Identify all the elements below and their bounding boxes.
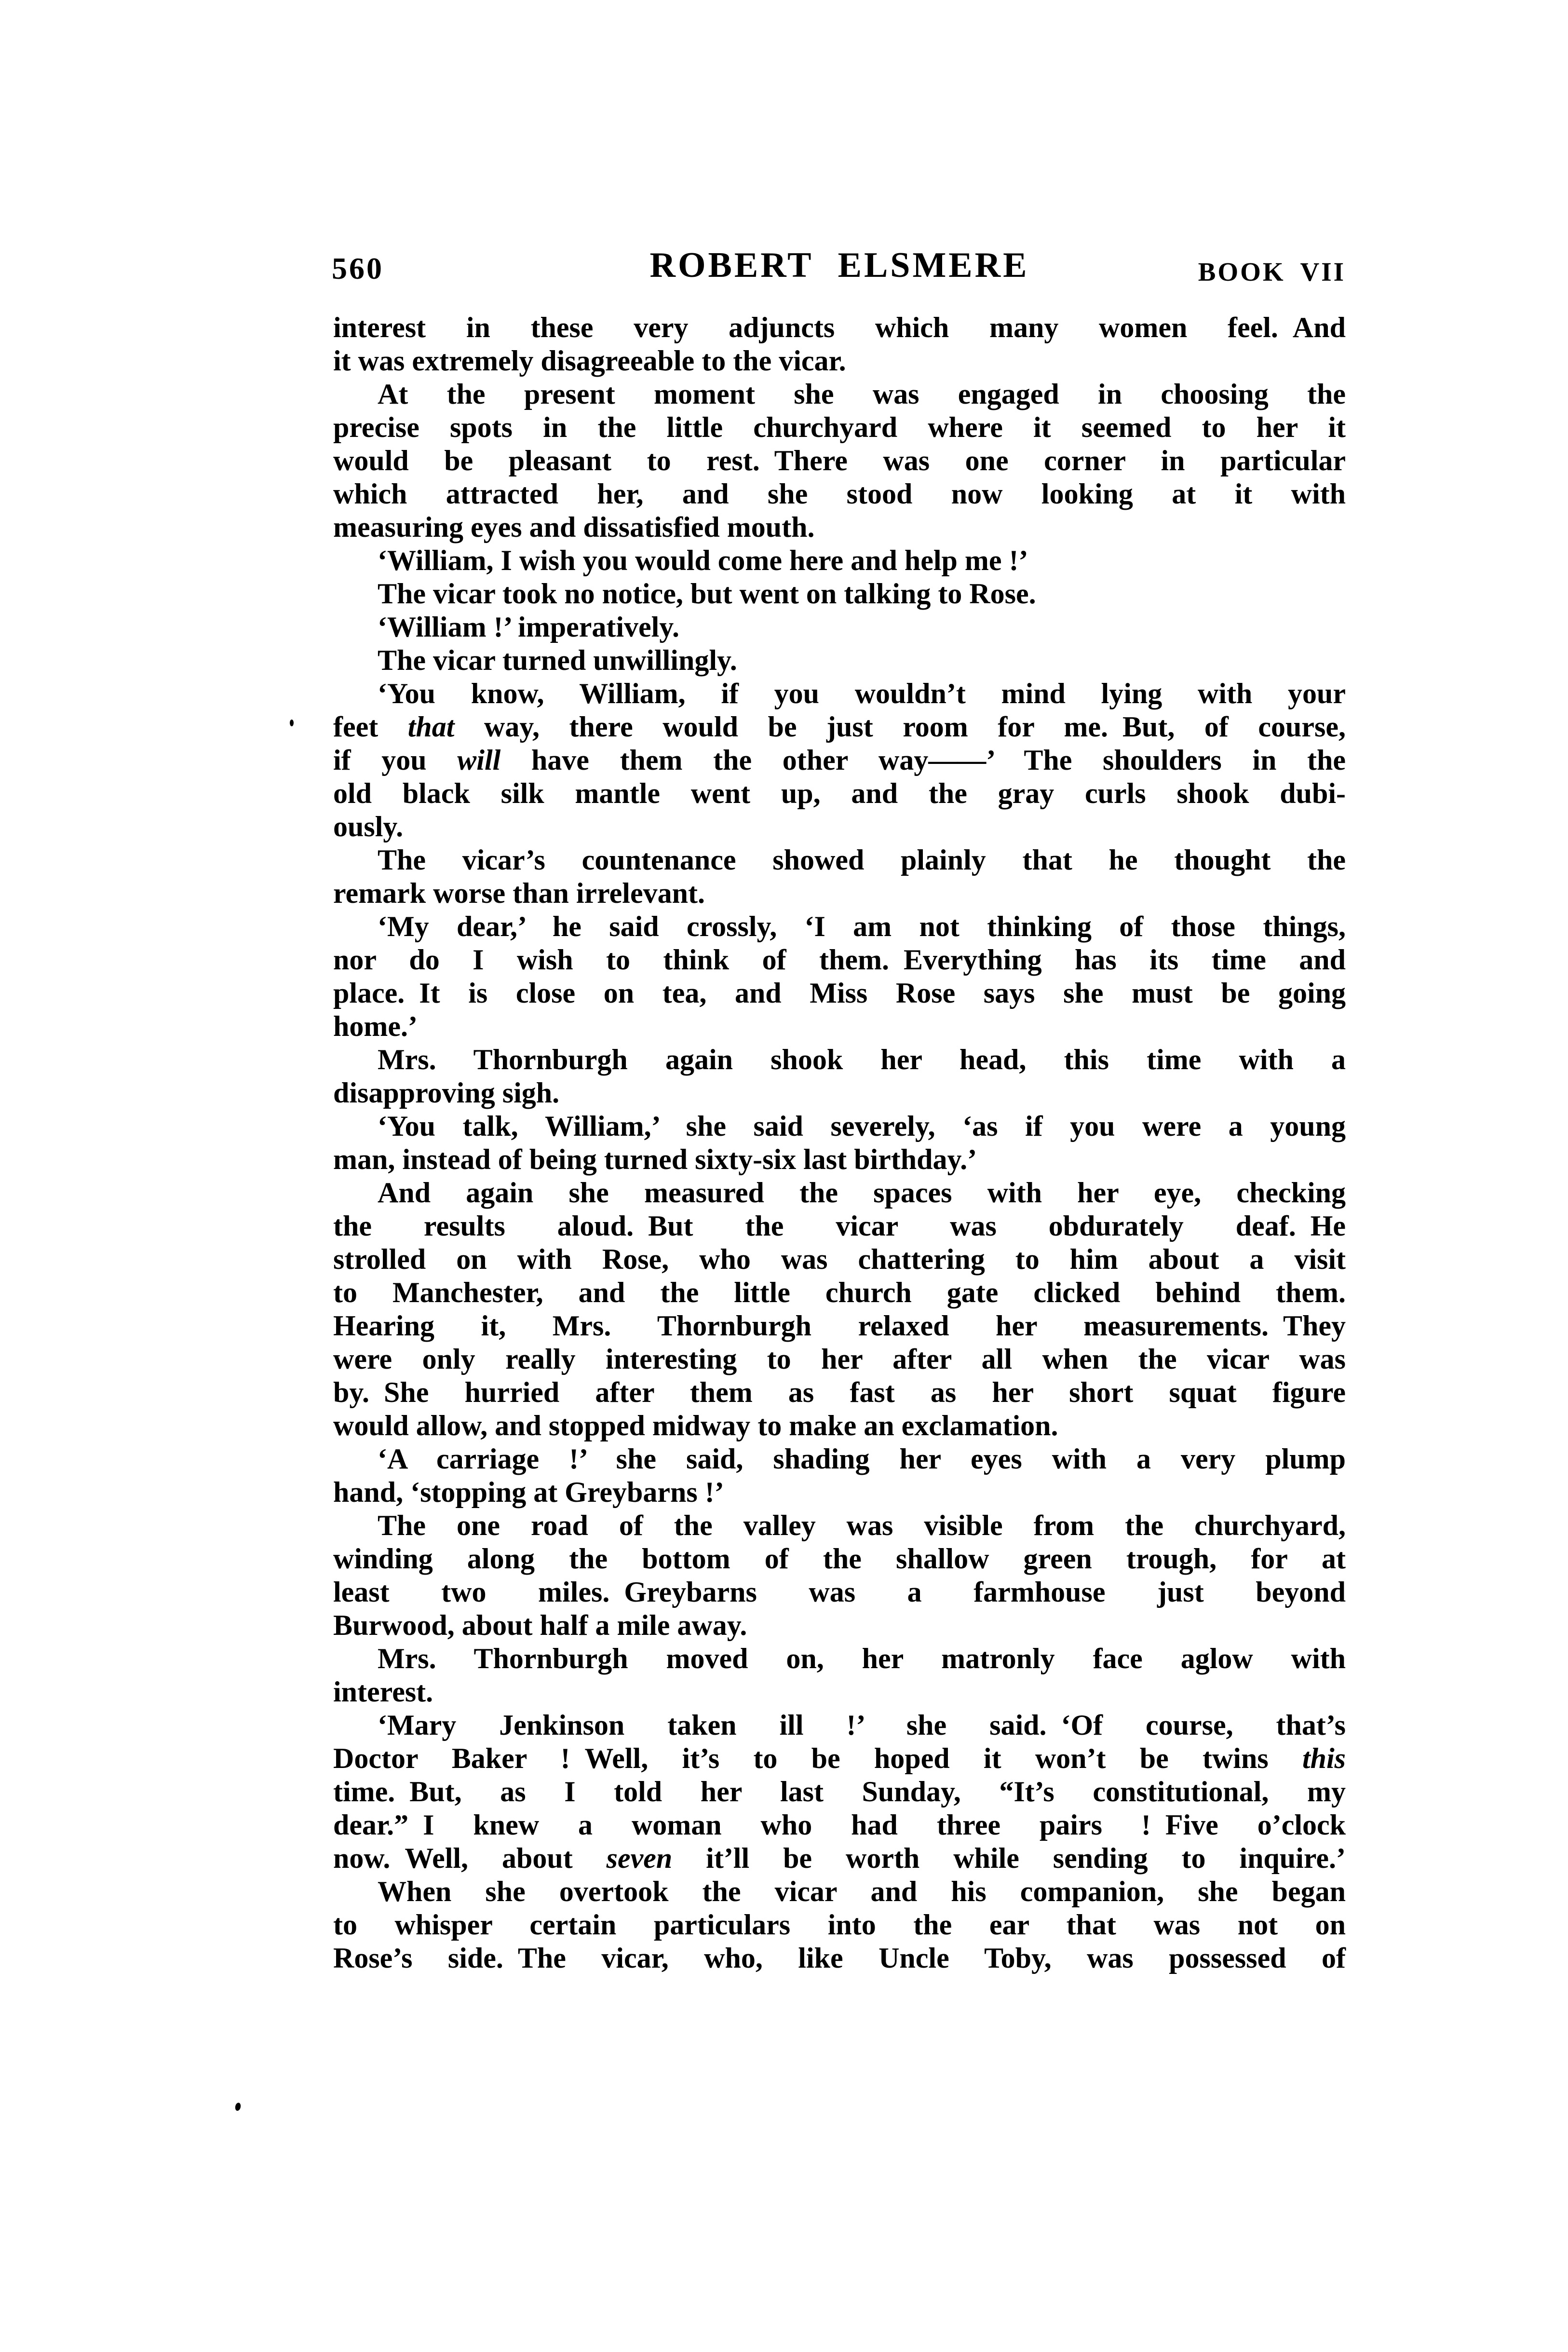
text-line: remark worse than irrelevant.: [333, 877, 705, 909]
text-line: hand, ‘stopping at Greybarns !’: [333, 1476, 724, 1508]
text-line: if you will have them the other way——’ The shoulders in the: [333, 744, 1346, 776]
text-line: time. But, as I told her last Sunday, “It’s constitutional, my: [333, 1776, 1346, 1808]
text-line: ‘You know, William, if you wouldn’t mind lying with your: [378, 678, 1346, 709]
text-line: The vicar turned unwillingly.: [378, 644, 737, 676]
text-line: Mrs. Thornburgh moved on, her matronly face aglow with: [378, 1643, 1346, 1674]
text-line: And again she measured the spaces with her eye, checking: [378, 1177, 1346, 1209]
text-line: ‘A carriage !’ she said, shading her eyes with a very plump: [378, 1443, 1346, 1475]
paragraph: [333, 1442, 1346, 1509]
paragraph: [333, 311, 1346, 378]
text-line: ‘My dear,’ he said crossly, ‘I am not thinking of those things,: [378, 911, 1346, 942]
text-line: The vicar took no notice, but went on talking to Rose.: [378, 578, 1036, 610]
text-line: ously.: [333, 811, 404, 843]
text-line: were only really interesting to her after all when the vicar was: [333, 1343, 1346, 1375]
book-label: BOOK VII: [1198, 257, 1346, 286]
text-line: Mrs. Thornburgh again shook her head, this time with a: [378, 1044, 1346, 1075]
text-line: strolled on with Rose, who was chattering to him about a visit: [333, 1243, 1346, 1275]
text-line: least two miles. Greybarns was a farmhouse just beyond: [333, 1576, 1346, 1608]
paragraph: [333, 1875, 1346, 1975]
text-line: The vicar’s countenance showed plainly that he thought the: [378, 844, 1346, 876]
text-line: feet that way, there would be just room for me. But, of course,: [333, 711, 1346, 743]
text-line: measuring eyes and dissatisfied mouth.: [333, 511, 815, 543]
text-line: interest in these very adjuncts which many women feel. And: [333, 312, 1346, 343]
text-line: ‘William, I wish you would come here and help me !’: [378, 544, 1028, 576]
paragraph: [333, 677, 1346, 843]
text-line: nor do I wish to think of them. Everything has its time and: [333, 944, 1346, 976]
text-line: The one road of the valley was visible from the churchyard,: [378, 1509, 1346, 1541]
text-line: it was extremely disagreeable to the vicar.: [333, 345, 846, 377]
text-line: Hearing it, Mrs. Thornburgh relaxed her measurements. They: [333, 1310, 1346, 1342]
paragraph: [333, 1709, 1346, 1875]
text-line: Rose’s side. The vicar, who, like Uncle Toby, was possessed of: [333, 1942, 1346, 1974]
text-line: interest.: [333, 1676, 433, 1708]
text-line: the results aloud. But the vicar was obdurately deaf. He: [333, 1210, 1346, 1242]
text-line: would allow, and stopped midway to make an exclamation.: [333, 1410, 1058, 1441]
text-line: When she overtook the vicar and his companion, she began: [378, 1876, 1346, 1907]
text-line: ‘Mary Jenkinson taken ill !’ she said. ‘Of course, that’s: [378, 1709, 1346, 1741]
paragraph: [333, 1110, 1346, 1176]
paragraph: [333, 611, 1346, 644]
text-line: disapproving sigh.: [333, 1077, 560, 1109]
paragraph: [333, 577, 1346, 611]
paragraph: [333, 644, 1346, 677]
text-line: ‘You talk, William,’ she said severely, ‘as if you were a young: [378, 1110, 1346, 1142]
page-text: [333, 311, 1346, 1975]
text-line: now. Well, about seven it’ll be worth while sending to inquire.’: [333, 1842, 1346, 1874]
paragraph: [333, 378, 1346, 544]
ink-speck: [290, 720, 294, 726]
text-line: Doctor Baker ! Well, it’s to be hoped it won’t be twins this: [333, 1742, 1346, 1774]
paragraph: [333, 1509, 1346, 1642]
text-line: Burwood, about half a mile away.: [333, 1609, 747, 1641]
text-line: dear.” I knew a woman who had three pairs ! Five o’clock: [333, 1809, 1346, 1841]
text-line: winding along the bottom of the shallow green trough, for at: [333, 1543, 1346, 1575]
running-title: ROBERT ELSMERE: [649, 245, 1029, 285]
paragraph: [333, 1043, 1346, 1110]
text-line: ‘William !’ imperatively.: [378, 611, 679, 643]
text-line: would be pleasant to rest. There was one corner in particular: [333, 445, 1346, 476]
text-line: place. It is close on tea, and Miss Rose says she must be going: [333, 977, 1346, 1009]
text-line: which attracted her, and she stood now looking at it with: [333, 478, 1346, 510]
text-line: to whisper certain particulars into the ear that was not on: [333, 1909, 1346, 1941]
text-line: precise spots in the little churchyard where it seemed to her it: [333, 411, 1346, 443]
paragraph: [333, 843, 1346, 910]
paragraph: [333, 1176, 1346, 1442]
text-line: home.’: [333, 1010, 418, 1042]
text-line: to Manchester, and the little church gate clicked behind them.: [333, 1277, 1346, 1308]
page-number: 560: [332, 251, 384, 286]
paragraph: [333, 910, 1346, 1043]
paragraph: [333, 1642, 1346, 1709]
text-line: by. She hurried after them as fast as her short squat figure: [333, 1376, 1346, 1408]
text-line: man, instead of being turned sixty-six last birthday.’: [333, 1143, 977, 1175]
paragraph: [333, 544, 1346, 577]
text-line: old black silk mantle went up, and the gray curls shook dubi-: [333, 777, 1346, 809]
ink-speck: [234, 2102, 241, 2111]
text-line: At the present moment she was engaged in choosing the: [378, 378, 1346, 410]
